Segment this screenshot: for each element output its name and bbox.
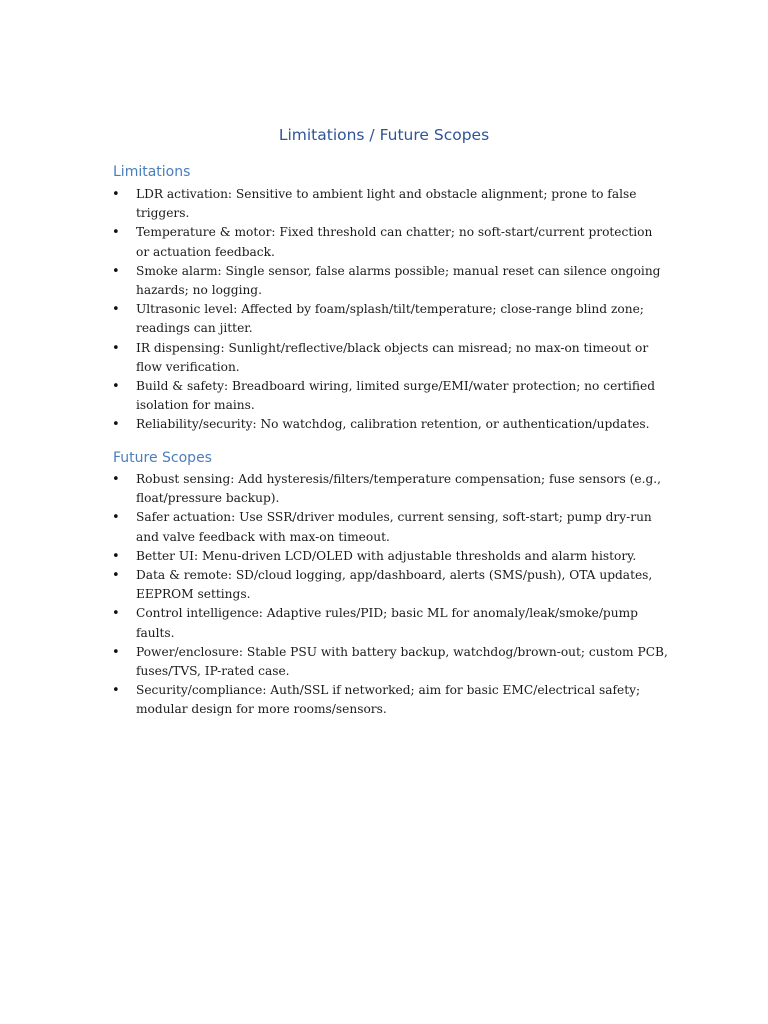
bullet-icon: • [112,340,120,356]
list-item-text: Control intelligence: Adaptive rules/PID; basic ML for anomaly/leak/smoke/pump faults. [136,606,638,640]
future-scopes-list [108,470,668,720]
list-item [108,470,668,508]
list-item-text: Smoke alarm: Single sensor, false alarms possible; manual reset can silence ongoing hazards; no logging. [136,263,661,298]
list-item-text: IR dispensing: Sunlight/reflective/black objects can misread; no max-on timeout or flow verification. [136,340,649,374]
bullet-icon: • [112,683,120,699]
list-item [108,223,668,261]
section-heading-future-scopes: Future Scopes [113,450,212,466]
list-item-text: Data & remote: SD/cloud logging, app/dashboard, alerts (SMS/push), OTA updates, EEPROM settings. [136,568,653,602]
bullet-icon: • [112,548,120,564]
list-item-text: Better UI: Menu-driven LCD/OLED with adjustable thresholds and alarm history. [136,548,637,563]
page-title: Limitations / Future Scopes [278,126,490,144]
bullet-icon: • [112,606,120,622]
section-heading-limitations: Limitations [113,164,191,180]
list-item-text: Reliability/security: No watchdog, calibration retention, or authentication/updates. [136,417,650,432]
list-item-text: Robust sensing: Add hysteresis/filters/temperature compensation; fuse sensors (e.g., float/pressure backup). [136,472,661,506]
bullet-icon: • [112,187,120,202]
bullet-icon: • [112,568,120,584]
list-item [108,681,668,719]
list-item [108,643,668,681]
limitations-list [108,185,668,435]
list-item [108,339,668,377]
bullet-icon: • [112,417,120,433]
list-item [108,262,668,300]
list-item-text: Security/compliance: Auth/SSL if networked; aim for basic EMC/electrical safety; modular design for more rooms/sensors. [136,683,641,717]
list-item-text: Ultrasonic level: Affected by foam/splash/tilt/temperature; close-range blind zone; readings can jitter. [136,302,644,336]
bullet-icon: • [112,644,120,660]
bullet-icon: • [112,472,120,487]
list-item-text: Build & safety: Breadboard wiring, limited surge/EMI/water protection; no certified isolation for mains. [136,379,656,413]
list-item [108,547,668,566]
list-item [108,185,668,223]
list-item-text: Temperature & motor: Fixed threshold can chatter; no soft-start/current protection or actuation feedback. [136,225,653,259]
list-item [108,566,668,604]
bullet-icon: • [112,302,120,318]
list-item [108,415,668,434]
list-item [108,508,668,546]
bullet-icon: • [112,379,120,395]
bullet-icon: • [112,225,120,241]
list-item-text: LDR activation: Sensitive to ambient light and obstacle alignment; prone to false triggers. [136,187,637,221]
list-item [108,300,668,338]
list-item [108,604,668,642]
list-item-text: Safer actuation: Use SSR/driver modules, current sensing, soft-start; pump dry-run and valve feedback with max-on timeout. [136,510,652,544]
list-item [108,377,668,415]
bullet-icon: • [112,510,120,526]
bullet-icon: • [112,263,120,279]
list-item-text: Power/enclosure: Stable PSU with battery backup, watchdog/brown-out; custom PCB, fuses/TVS, IP-rated case. [136,644,668,679]
